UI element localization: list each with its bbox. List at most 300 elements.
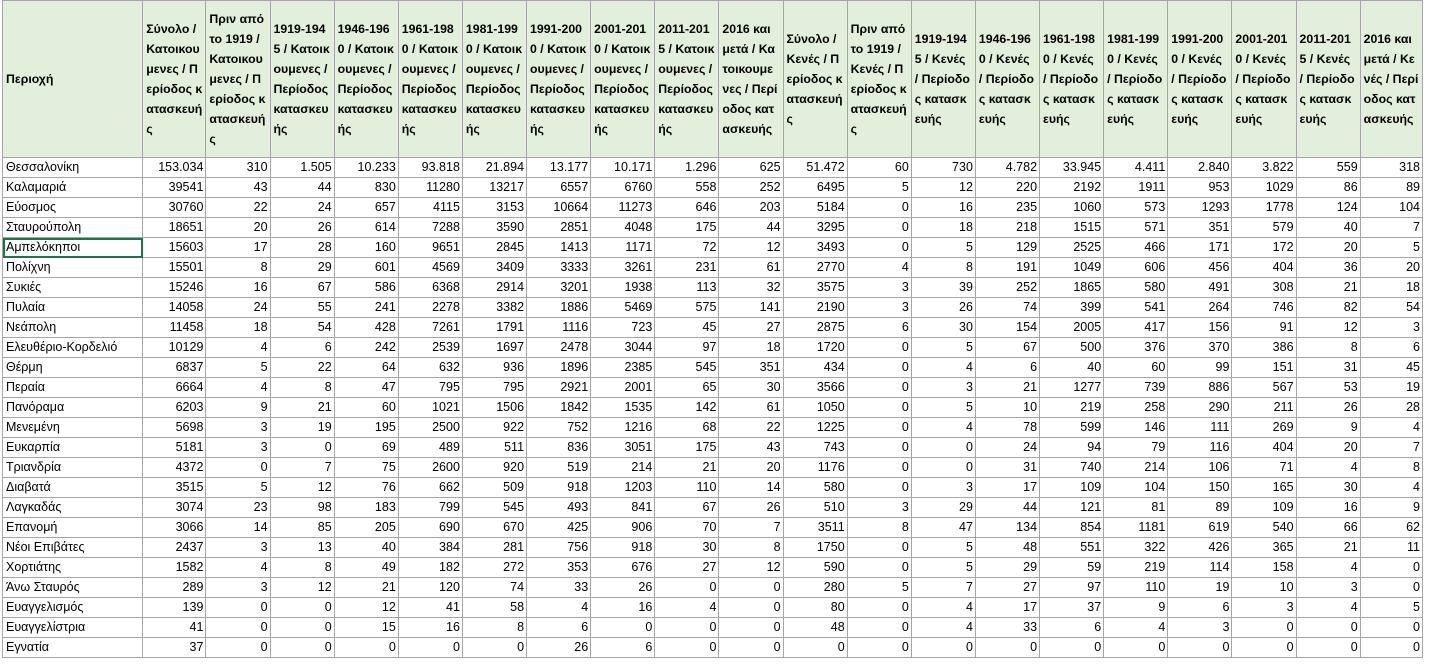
value-cell[interactable]: 252 [975, 278, 1039, 298]
value-cell[interactable]: 3575 [783, 278, 847, 298]
value-cell[interactable]: 5 [1360, 598, 1422, 618]
value-cell[interactable]: 3 [847, 498, 911, 518]
value-cell[interactable]: 18 [911, 218, 975, 238]
value-cell[interactable]: 795 [462, 378, 526, 398]
value-cell[interactable]: 16 [591, 598, 655, 618]
value-cell[interactable]: 567 [1232, 378, 1296, 398]
value-cell[interactable]: 89 [1360, 178, 1422, 198]
value-cell[interactable]: 619 [1168, 518, 1232, 538]
value-cell[interactable]: 98 [270, 498, 334, 518]
value-cell[interactable]: 150 [1168, 478, 1232, 498]
value-cell[interactable]: 573 [1104, 198, 1168, 218]
value-cell[interactable]: 2600 [398, 458, 462, 478]
value-cell[interactable]: 47 [911, 518, 975, 538]
value-cell[interactable]: 3066 [143, 518, 206, 538]
value-cell[interactable]: 104 [1104, 478, 1168, 498]
column-header[interactable]: 1919-1945 / Κατοικουμενες / Περίοδος κατασκευής [270, 1, 334, 158]
value-cell[interactable]: 936 [462, 358, 526, 378]
value-cell[interactable]: 9 [1296, 418, 1360, 438]
value-cell[interactable]: 22 [206, 198, 270, 218]
value-cell[interactable]: 2770 [783, 258, 847, 278]
value-cell[interactable]: 3515 [143, 478, 206, 498]
value-cell[interactable]: 61 [719, 258, 783, 278]
value-cell[interactable]: 4 [1296, 458, 1360, 478]
value-cell[interactable]: 8 [911, 258, 975, 278]
value-cell[interactable]: 43 [719, 438, 783, 458]
value-cell[interactable]: 1049 [1040, 258, 1104, 278]
value-cell[interactable]: 6203 [143, 398, 206, 418]
column-header[interactable]: 1991-2000 / Κατοικουμενες / Περίοδος κατασκευής [527, 1, 591, 158]
value-cell[interactable]: 0 [719, 578, 783, 598]
value-cell[interactable]: 1176 [783, 458, 847, 478]
value-cell[interactable]: 11280 [398, 178, 462, 198]
value-cell[interactable]: 0 [975, 638, 1039, 658]
region-cell[interactable]: Πανόραμα [3, 398, 143, 418]
region-cell[interactable]: Εγνατία [3, 638, 143, 658]
value-cell[interactable]: 156 [1168, 318, 1232, 338]
value-cell[interactable]: 6368 [398, 278, 462, 298]
value-cell[interactable]: 0 [847, 438, 911, 458]
value-cell[interactable]: 0 [1296, 638, 1360, 658]
value-cell[interactable]: 670 [462, 518, 526, 538]
region-cell[interactable]: Ευκαρπία [3, 438, 143, 458]
value-cell[interactable]: 18 [719, 338, 783, 358]
value-cell[interactable]: 54 [1360, 298, 1422, 318]
value-cell[interactable]: 0 [847, 238, 911, 258]
value-cell[interactable]: 7 [1360, 218, 1422, 238]
value-cell[interactable]: 14058 [143, 298, 206, 318]
value-cell[interactable]: 30 [1296, 478, 1360, 498]
value-cell[interactable]: 175 [655, 218, 719, 238]
column-header[interactable]: 1961-1980 / Κενές / Περίοδος κατασκευής [1040, 1, 1104, 158]
value-cell[interactable]: 493 [527, 498, 591, 518]
region-cell[interactable]: Ευαγγελίστρια [3, 618, 143, 638]
value-cell[interactable]: 657 [334, 198, 398, 218]
value-cell[interactable]: 97 [1040, 578, 1104, 598]
value-cell[interactable]: 33 [527, 578, 591, 598]
value-cell[interactable]: 43 [206, 178, 270, 198]
value-cell[interactable]: 404 [1232, 438, 1296, 458]
value-cell[interactable]: 3074 [143, 498, 206, 518]
value-cell[interactable]: 6495 [783, 178, 847, 198]
value-cell[interactable]: 13 [270, 538, 334, 558]
value-cell[interactable]: 509 [462, 478, 526, 498]
value-cell[interactable]: 491 [1168, 278, 1232, 298]
value-cell[interactable]: 6 [1040, 618, 1104, 638]
value-cell[interactable]: 48 [783, 618, 847, 638]
value-cell[interactable]: 723 [591, 318, 655, 338]
value-cell[interactable]: 16 [206, 278, 270, 298]
value-cell[interactable]: 26 [719, 498, 783, 518]
value-cell[interactable]: 4 [206, 338, 270, 358]
value-cell[interactable]: 0 [847, 378, 911, 398]
value-cell[interactable]: 4 [847, 258, 911, 278]
value-cell[interactable]: 16 [1296, 498, 1360, 518]
value-cell[interactable]: 906 [591, 518, 655, 538]
value-cell[interactable]: 10129 [143, 338, 206, 358]
value-cell[interactable]: 11458 [143, 318, 206, 338]
value-cell[interactable]: 40 [334, 538, 398, 558]
value-cell[interactable]: 586 [334, 278, 398, 298]
value-cell[interactable]: 2190 [783, 298, 847, 318]
value-cell[interactable]: 3 [1360, 318, 1422, 338]
value-cell[interactable]: 172 [1232, 238, 1296, 258]
value-cell[interactable]: 580 [783, 478, 847, 498]
region-cell[interactable]: Άνω Σταυρός [3, 578, 143, 598]
value-cell[interactable]: 5 [911, 238, 975, 258]
value-cell[interactable]: 0 [847, 538, 911, 558]
value-cell[interactable]: 22 [719, 418, 783, 438]
value-cell[interactable]: 24 [206, 298, 270, 318]
value-cell[interactable]: 540 [1232, 518, 1296, 538]
value-cell[interactable]: 48 [975, 538, 1039, 558]
value-cell[interactable]: 3.822 [1232, 158, 1296, 178]
value-cell[interactable]: 4.411 [1104, 158, 1168, 178]
value-cell[interactable]: 109 [1040, 478, 1104, 498]
value-cell[interactable]: 76 [334, 478, 398, 498]
value-cell[interactable]: 426 [1168, 538, 1232, 558]
value-cell[interactable]: 80 [783, 598, 847, 618]
value-cell[interactable]: 11 [1360, 538, 1422, 558]
value-cell[interactable]: 231 [655, 258, 719, 278]
value-cell[interactable]: 51.472 [783, 158, 847, 178]
value-cell[interactable]: 1225 [783, 418, 847, 438]
value-cell[interactable]: 109 [1232, 498, 1296, 518]
value-cell[interactable]: 4.782 [975, 158, 1039, 178]
value-cell[interactable]: 0 [847, 218, 911, 238]
column-header[interactable]: Πριν από το 1919 / Κατοικουμενες / Περίοδος κατασκευής [206, 1, 270, 158]
value-cell[interactable]: 21 [270, 398, 334, 418]
value-cell[interactable]: 235 [975, 198, 1039, 218]
value-cell[interactable]: 2005 [1040, 318, 1104, 338]
value-cell[interactable]: 2500 [398, 418, 462, 438]
column-header[interactable]: Σύνολο / Κενές / Περίοδος κατασκευής [783, 1, 847, 158]
value-cell[interactable]: 10.171 [591, 158, 655, 178]
value-cell[interactable]: 5 [911, 538, 975, 558]
value-cell[interactable]: 114 [1168, 558, 1232, 578]
value-cell[interactable]: 21 [334, 578, 398, 598]
value-cell[interactable]: 205 [334, 518, 398, 538]
value-cell[interactable]: 151 [1232, 358, 1296, 378]
region-cell[interactable]: Διαβατά [3, 478, 143, 498]
value-cell[interactable]: 2278 [398, 298, 462, 318]
value-cell[interactable]: 4 [206, 558, 270, 578]
value-cell[interactable]: 2851 [527, 218, 591, 238]
value-cell[interactable]: 171 [1168, 238, 1232, 258]
value-cell[interactable]: 1515 [1040, 218, 1104, 238]
value-cell[interactable]: 351 [1168, 218, 1232, 238]
value-cell[interactable]: 94 [1040, 438, 1104, 458]
value-cell[interactable]: 54 [270, 318, 334, 338]
value-cell[interactable]: 8 [1296, 338, 1360, 358]
value-cell[interactable]: 30 [911, 318, 975, 338]
value-cell[interactable]: 1750 [783, 538, 847, 558]
value-cell[interactable]: 53 [1296, 378, 1360, 398]
value-cell[interactable]: 836 [527, 438, 591, 458]
value-cell[interactable]: 4048 [591, 218, 655, 238]
value-cell[interactable]: 8 [847, 518, 911, 538]
column-header[interactable]: Σύνολο / Κατοικουμενες / Περίοδος κατασκευής [143, 1, 206, 158]
value-cell[interactable]: 3 [911, 378, 975, 398]
value-cell[interactable]: 7 [719, 518, 783, 538]
value-cell[interactable]: 30 [655, 538, 719, 558]
value-cell[interactable]: 0 [847, 358, 911, 378]
value-cell[interactable]: 154 [975, 318, 1039, 338]
value-cell[interactable]: 8 [462, 618, 526, 638]
value-cell[interactable]: 89 [1168, 498, 1232, 518]
value-cell[interactable]: 26 [527, 638, 591, 658]
value-cell[interactable]: 15501 [143, 258, 206, 278]
value-cell[interactable]: 1021 [398, 398, 462, 418]
value-cell[interactable]: 74 [462, 578, 526, 598]
value-cell[interactable]: 203 [719, 198, 783, 218]
value-cell[interactable]: 1277 [1040, 378, 1104, 398]
value-cell[interactable]: 61 [719, 398, 783, 418]
column-header[interactable]: 1981-1990 / Κατοικουμενες / Περίοδος κατασκευής [462, 1, 526, 158]
value-cell[interactable]: 22 [270, 358, 334, 378]
value-cell[interactable]: 62 [1360, 518, 1422, 538]
value-cell[interactable]: 0 [719, 598, 783, 618]
value-cell[interactable]: 1911 [1104, 178, 1168, 198]
value-cell[interactable]: 67 [975, 338, 1039, 358]
value-cell[interactable]: 17 [206, 238, 270, 258]
value-cell[interactable]: 0 [206, 598, 270, 618]
value-cell[interactable]: 220 [975, 178, 1039, 198]
value-cell[interactable]: 1060 [1040, 198, 1104, 218]
value-cell[interactable]: 1938 [591, 278, 655, 298]
value-cell[interactable]: 4 [911, 358, 975, 378]
value-cell[interactable]: 0 [1104, 638, 1168, 658]
value-cell[interactable]: 545 [462, 498, 526, 518]
value-cell[interactable]: 75 [334, 458, 398, 478]
value-cell[interactable]: 541 [1104, 298, 1168, 318]
value-cell[interactable]: 12 [270, 478, 334, 498]
value-cell[interactable]: 2478 [527, 338, 591, 358]
value-cell[interactable]: 0 [655, 638, 719, 658]
value-cell[interactable]: 81 [1104, 498, 1168, 518]
value-cell[interactable]: 14 [719, 478, 783, 498]
value-cell[interactable]: 2921 [527, 378, 591, 398]
value-cell[interactable]: 71 [1232, 458, 1296, 478]
value-cell[interactable]: 625 [719, 158, 783, 178]
value-cell[interactable]: 44 [975, 498, 1039, 518]
value-cell[interactable]: 160 [334, 238, 398, 258]
value-cell[interactable]: 29 [975, 558, 1039, 578]
value-cell[interactable]: 289 [143, 578, 206, 598]
value-cell[interactable]: 165 [1232, 478, 1296, 498]
value-cell[interactable]: 113 [655, 278, 719, 298]
value-cell[interactable]: 70 [655, 518, 719, 538]
value-cell[interactable]: 0 [1360, 618, 1422, 638]
value-cell[interactable]: 308 [1232, 278, 1296, 298]
column-header[interactable]: 2016 και μετά / Κενές / Περίοδος κατασκευής [1360, 1, 1422, 158]
value-cell[interactable]: 121 [1040, 498, 1104, 518]
value-cell[interactable]: 4 [911, 418, 975, 438]
value-cell[interactable]: 3382 [462, 298, 526, 318]
value-cell[interactable]: 26 [1296, 398, 1360, 418]
value-cell[interactable]: 26 [270, 218, 334, 238]
value-cell[interactable]: 79 [1104, 438, 1168, 458]
value-cell[interactable]: 1.296 [655, 158, 719, 178]
value-cell[interactable]: 575 [655, 298, 719, 318]
value-cell[interactable]: 29 [911, 498, 975, 518]
value-cell[interactable]: 218 [975, 218, 1039, 238]
value-cell[interactable]: 7288 [398, 218, 462, 238]
value-cell[interactable]: 1029 [1232, 178, 1296, 198]
value-cell[interactable]: 5181 [143, 438, 206, 458]
value-cell[interactable]: 606 [1104, 258, 1168, 278]
value-cell[interactable]: 4 [911, 598, 975, 618]
value-cell[interactable]: 6837 [143, 358, 206, 378]
region-cell[interactable]: Θέρμη [3, 358, 143, 378]
value-cell[interactable]: 3 [1296, 578, 1360, 598]
value-cell[interactable]: 142 [655, 398, 719, 418]
value-cell[interactable]: 746 [1232, 298, 1296, 318]
value-cell[interactable]: 953 [1168, 178, 1232, 198]
value-cell[interactable]: 3051 [591, 438, 655, 458]
value-cell[interactable]: 28 [270, 238, 334, 258]
value-cell[interactable]: 91 [1232, 318, 1296, 338]
value-cell[interactable]: 264 [1168, 298, 1232, 318]
value-cell[interactable]: 1171 [591, 238, 655, 258]
value-cell[interactable]: 6 [591, 638, 655, 658]
value-cell[interactable]: 690 [398, 518, 462, 538]
value-cell[interactable]: 743 [783, 438, 847, 458]
value-cell[interactable]: 456 [1168, 258, 1232, 278]
value-cell[interactable]: 0 [911, 458, 975, 478]
value-cell[interactable]: 8 [719, 538, 783, 558]
value-cell[interactable]: 20 [1360, 258, 1422, 278]
value-cell[interactable]: 12 [719, 238, 783, 258]
value-cell[interactable]: 26 [911, 298, 975, 318]
value-cell[interactable]: 2914 [462, 278, 526, 298]
value-cell[interactable]: 646 [655, 198, 719, 218]
value-cell[interactable]: 69 [334, 438, 398, 458]
value-cell[interactable]: 106 [1168, 458, 1232, 478]
value-cell[interactable]: 752 [527, 418, 591, 438]
value-cell[interactable]: 78 [975, 418, 1039, 438]
value-cell[interactable]: 281 [462, 538, 526, 558]
value-cell[interactable]: 1842 [527, 398, 591, 418]
value-cell[interactable]: 0 [398, 638, 462, 658]
value-cell[interactable]: 153.034 [143, 158, 206, 178]
region-cell[interactable]: Περαία [3, 378, 143, 398]
value-cell[interactable]: 18 [1360, 278, 1422, 298]
value-cell[interactable]: 6 [1360, 338, 1422, 358]
value-cell[interactable]: 19 [1168, 578, 1232, 598]
value-cell[interactable]: 1697 [462, 338, 526, 358]
value-cell[interactable]: 351 [719, 358, 783, 378]
value-cell[interactable]: 386 [1232, 338, 1296, 358]
value-cell[interactable]: 3 [1232, 598, 1296, 618]
value-cell[interactable]: 756 [527, 538, 591, 558]
value-cell[interactable]: 1.505 [270, 158, 334, 178]
column-header-region[interactable]: Περιοχή [3, 1, 143, 158]
value-cell[interactable]: 3 [911, 478, 975, 498]
value-cell[interactable]: 32 [719, 278, 783, 298]
value-cell[interactable]: 1050 [783, 398, 847, 418]
value-cell[interactable]: 39 [911, 278, 975, 298]
value-cell[interactable]: 67 [655, 498, 719, 518]
value-cell[interactable]: 918 [591, 538, 655, 558]
value-cell[interactable]: 12 [1296, 318, 1360, 338]
region-cell[interactable]: Ελευθέριο-Κορδελιό [3, 338, 143, 358]
value-cell[interactable]: 0 [270, 638, 334, 658]
value-cell[interactable]: 4569 [398, 258, 462, 278]
value-cell[interactable]: 1535 [591, 398, 655, 418]
value-cell[interactable]: 5 [206, 358, 270, 378]
value-cell[interactable]: 3 [206, 418, 270, 438]
region-cell[interactable]: Μενεμένη [3, 418, 143, 438]
value-cell[interactable]: 489 [398, 438, 462, 458]
value-cell[interactable]: 99 [1168, 358, 1232, 378]
region-cell[interactable]: Εύοσμος [3, 198, 143, 218]
value-cell[interactable]: 27 [975, 578, 1039, 598]
value-cell[interactable]: 36 [1296, 258, 1360, 278]
value-cell[interactable]: 15246 [143, 278, 206, 298]
value-cell[interactable]: 0 [847, 638, 911, 658]
value-cell[interactable]: 21.894 [462, 158, 526, 178]
value-cell[interactable]: 662 [398, 478, 462, 498]
value-cell[interactable]: 3261 [591, 258, 655, 278]
value-cell[interactable]: 5 [206, 478, 270, 498]
value-cell[interactable]: 6 [975, 358, 1039, 378]
value-cell[interactable]: 5 [847, 578, 911, 598]
value-cell[interactable]: 4 [527, 598, 591, 618]
value-cell[interactable]: 399 [1040, 298, 1104, 318]
value-cell[interactable]: 1582 [143, 558, 206, 578]
value-cell[interactable]: 49 [334, 558, 398, 578]
value-cell[interactable]: 510 [783, 498, 847, 518]
value-cell[interactable]: 219 [1104, 558, 1168, 578]
value-cell[interactable]: 30 [719, 378, 783, 398]
value-cell[interactable]: 97 [655, 338, 719, 358]
value-cell[interactable]: 14 [206, 518, 270, 538]
value-cell[interactable]: 146 [1104, 418, 1168, 438]
value-cell[interactable]: 4 [1296, 598, 1360, 618]
value-cell[interactable]: 211 [1232, 398, 1296, 418]
value-cell[interactable]: 2001 [591, 378, 655, 398]
value-cell[interactable]: 9 [1104, 598, 1168, 618]
value-cell[interactable]: 60 [847, 158, 911, 178]
value-cell[interactable]: 1896 [527, 358, 591, 378]
value-cell[interactable]: 511 [462, 438, 526, 458]
value-cell[interactable]: 40 [1296, 218, 1360, 238]
value-cell[interactable]: 6 [527, 618, 591, 638]
value-cell[interactable]: 65 [655, 378, 719, 398]
value-cell[interactable]: 3 [847, 298, 911, 318]
value-cell[interactable]: 41 [398, 598, 462, 618]
value-cell[interactable]: 8 [1360, 458, 1422, 478]
value-cell[interactable]: 519 [527, 458, 591, 478]
value-cell[interactable]: 21 [975, 378, 1039, 398]
region-cell[interactable]: Νεάπολη [3, 318, 143, 338]
value-cell[interactable]: 0 [334, 638, 398, 658]
value-cell[interactable]: 44 [719, 218, 783, 238]
column-header[interactable]: 2011-2015 / Κενές / Περίοδος κατασκευής [1296, 1, 1360, 158]
value-cell[interactable]: 417 [1104, 318, 1168, 338]
value-cell[interactable]: 5 [911, 338, 975, 358]
value-cell[interactable]: 280 [783, 578, 847, 598]
value-cell[interactable]: 676 [591, 558, 655, 578]
value-cell[interactable]: 27 [719, 318, 783, 338]
value-cell[interactable]: 258 [1104, 398, 1168, 418]
value-cell[interactable]: 0 [847, 478, 911, 498]
value-cell[interactable]: 428 [334, 318, 398, 338]
value-cell[interactable]: 5469 [591, 298, 655, 318]
value-cell[interactable]: 0 [591, 618, 655, 638]
value-cell[interactable]: 0 [1360, 638, 1422, 658]
